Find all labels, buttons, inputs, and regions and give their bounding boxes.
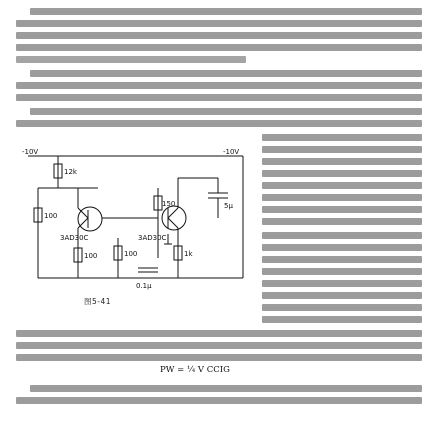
- label-supply-right: -10V: [223, 148, 240, 156]
- label-r-e: 100: [124, 250, 138, 258]
- figure-caption: 图5-41: [84, 297, 112, 306]
- label-c-bot: 0.1μ: [136, 282, 152, 290]
- label-r-f: 1k: [184, 250, 193, 258]
- label-supply-left: -10V: [22, 148, 39, 156]
- label-r-a: 12k: [64, 168, 77, 176]
- label-r-c: 150: [162, 200, 176, 208]
- label-q-right: 3AD30C: [138, 234, 167, 242]
- circuit-schematic: [18, 148, 258, 308]
- formula-power: PW = ¼ V CCIG: [160, 365, 230, 375]
- label-q-left: 3AD30C: [60, 234, 89, 242]
- label-c-out: 5μ: [224, 202, 233, 210]
- label-r-d: 100: [84, 252, 98, 260]
- label-r-b: 100: [44, 212, 58, 220]
